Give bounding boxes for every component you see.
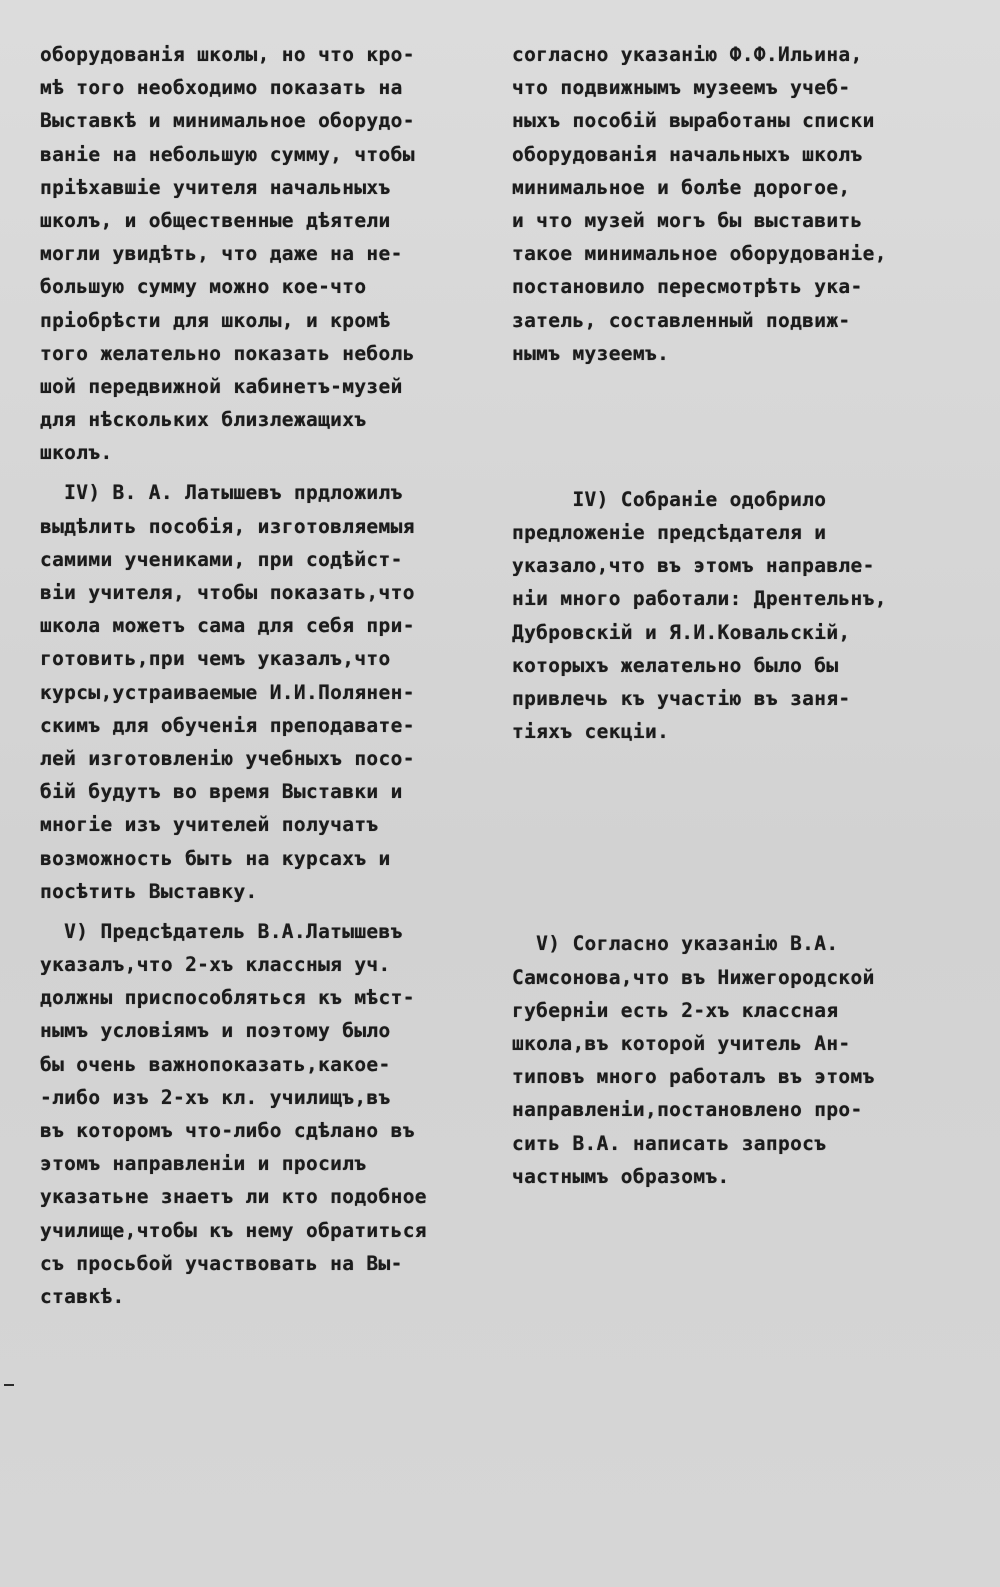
text-line: школъ, и общественные дѣятели bbox=[40, 208, 391, 232]
text-line: скимъ для обученія преподавате- bbox=[40, 713, 415, 737]
text-line: школа,въ которой учитель Ан- bbox=[512, 1031, 851, 1055]
text-line: віи учителя, чтобы показать,что bbox=[40, 581, 415, 604]
text-line: IV) Собраніе одобрило bbox=[512, 487, 827, 511]
paragraph-section-iv bbox=[40, 476, 510, 907]
text-line: школа можетъ сама для себя при- bbox=[40, 614, 415, 638]
text-line: указатьне знаетъ ли кто подобное bbox=[40, 1185, 427, 1209]
text-line: выдѣлить пособія, изготовляемыя bbox=[40, 514, 415, 538]
text-line: минимальное и болѣе дорогое, bbox=[512, 175, 851, 199]
text-line: V) Согласно указанію В.А. bbox=[512, 932, 839, 956]
text-line: съ просьбой участвовать на Вы- bbox=[40, 1251, 403, 1275]
text-line: частнымъ образомъ. bbox=[512, 1164, 730, 1188]
text-line: Выставкѣ и минимальное оборудо- bbox=[40, 109, 415, 133]
text-line: должны приспособляться къ мѣст- bbox=[40, 986, 415, 1010]
left-column bbox=[40, 38, 510, 1313]
right-column bbox=[512, 38, 964, 1193]
text-line: привлечь къ участію въ заня- bbox=[512, 687, 851, 710]
text-line: постановило пересмотрѣть ука- bbox=[512, 275, 863, 299]
text-line: того желательно показать неболь bbox=[40, 341, 415, 365]
paragraph-section-v bbox=[40, 915, 510, 1313]
text-line: курсы,устраиваемые И.И.Полянен- bbox=[40, 680, 415, 704]
text-line: для нѣскольких близлежащихъ bbox=[40, 408, 367, 432]
text-line: оборудованія начальныхъ школъ bbox=[512, 142, 863, 166]
text-line: возможность быть на курсахъ и bbox=[40, 846, 391, 870]
text-line: училище,чтобы къ нему обратиться bbox=[40, 1218, 427, 1242]
text-line: -либо изъ 2-хъ кл. училищъ,въ bbox=[40, 1085, 391, 1109]
text-line: пріобрѣсти для школы, и кромѣ bbox=[40, 308, 391, 332]
text-line: лей изготовленію учебныхъ посо- bbox=[40, 746, 415, 770]
paragraph-resolution-iii bbox=[512, 38, 964, 370]
text-line: ніи много работали: Дрентельнъ, bbox=[512, 587, 887, 611]
margin-mark bbox=[4, 1384, 14, 1386]
text-line: Дубровскій и Я.И.Ковальскій, bbox=[512, 620, 851, 644]
text-line: тіяхъ секціи. bbox=[512, 720, 670, 744]
text-line: IV) В. А. Латышевъ прдложилъ bbox=[40, 481, 403, 505]
text-line: посѣтить Выставку. bbox=[40, 879, 258, 903]
text-line: школъ. bbox=[40, 441, 113, 465]
text-line: указалъ,что 2-хъ классныя уч. bbox=[40, 953, 391, 977]
text-line: сить В.А. написать запросъ bbox=[512, 1131, 827, 1155]
text-line: предложеніе предсѣдателя и bbox=[512, 521, 827, 545]
text-line: могли увидѣть, что даже на не- bbox=[40, 242, 403, 266]
text-line: этомъ направленіи и просилъ bbox=[40, 1152, 367, 1176]
paragraph-resolution-iv bbox=[512, 483, 964, 749]
text-line: направленіи,постановлено про- bbox=[512, 1098, 863, 1122]
text-line: затель, составленный подвиж- bbox=[512, 308, 851, 332]
text-line: типовъ много работалъ въ этомъ bbox=[512, 1065, 875, 1089]
text-line: въ которомъ что-либо сдѣлано въ bbox=[40, 1119, 415, 1142]
text-line: указало,что въ этомъ направле- bbox=[512, 554, 875, 578]
text-line: и что музей могъ бы выставить bbox=[512, 208, 863, 232]
text-line: бій будутъ во время Выставки и bbox=[40, 780, 403, 804]
paragraph-resolution-v bbox=[512, 927, 964, 1193]
text-line: губерніи есть 2-хъ классная bbox=[512, 998, 839, 1022]
text-line: что подвижнымъ музеемъ учеб- bbox=[512, 76, 851, 100]
text-line: бы очень важнопоказать,какое- bbox=[40, 1052, 391, 1076]
text-line: V) Предсѣдатель В.А.Латышевъ bbox=[40, 919, 403, 943]
text-line: нымъ условіямъ и поэтому было bbox=[40, 1019, 391, 1043]
text-line: ваніе на небольшую сумму, чтобы bbox=[40, 142, 415, 166]
text-line: ставкѣ. bbox=[40, 1284, 125, 1308]
text-line: согласно указанію Ф.Ф.Ильина, bbox=[512, 43, 863, 66]
text-line: ныхъ пособій выработаны списки bbox=[512, 109, 875, 133]
text-line: мѣ того необходимо показать на bbox=[40, 76, 403, 100]
text-line: Самсонова,что въ Нижегородской bbox=[512, 965, 875, 989]
text-line: самими учениками, при содѣйст- bbox=[40, 547, 403, 571]
paragraph-continuation bbox=[40, 38, 510, 469]
text-line: которыхъ желательно было бы bbox=[512, 653, 839, 677]
text-line: такое минимальное оборудованіе, bbox=[512, 242, 887, 266]
text-line: оборудованія школы, но что кро- bbox=[40, 43, 415, 66]
text-line: многіе изъ учителей получатъ bbox=[40, 813, 379, 837]
text-line: готовить,при чемъ указалъ,что bbox=[40, 647, 391, 671]
text-line: шой передвижной кабинетъ-музей bbox=[40, 374, 403, 398]
text-line: нымъ музеемъ. bbox=[512, 341, 670, 365]
text-line: пріѣхавшіе учителя начальныхъ bbox=[40, 175, 391, 199]
text-line: большую сумму можно кое-что bbox=[40, 275, 367, 299]
